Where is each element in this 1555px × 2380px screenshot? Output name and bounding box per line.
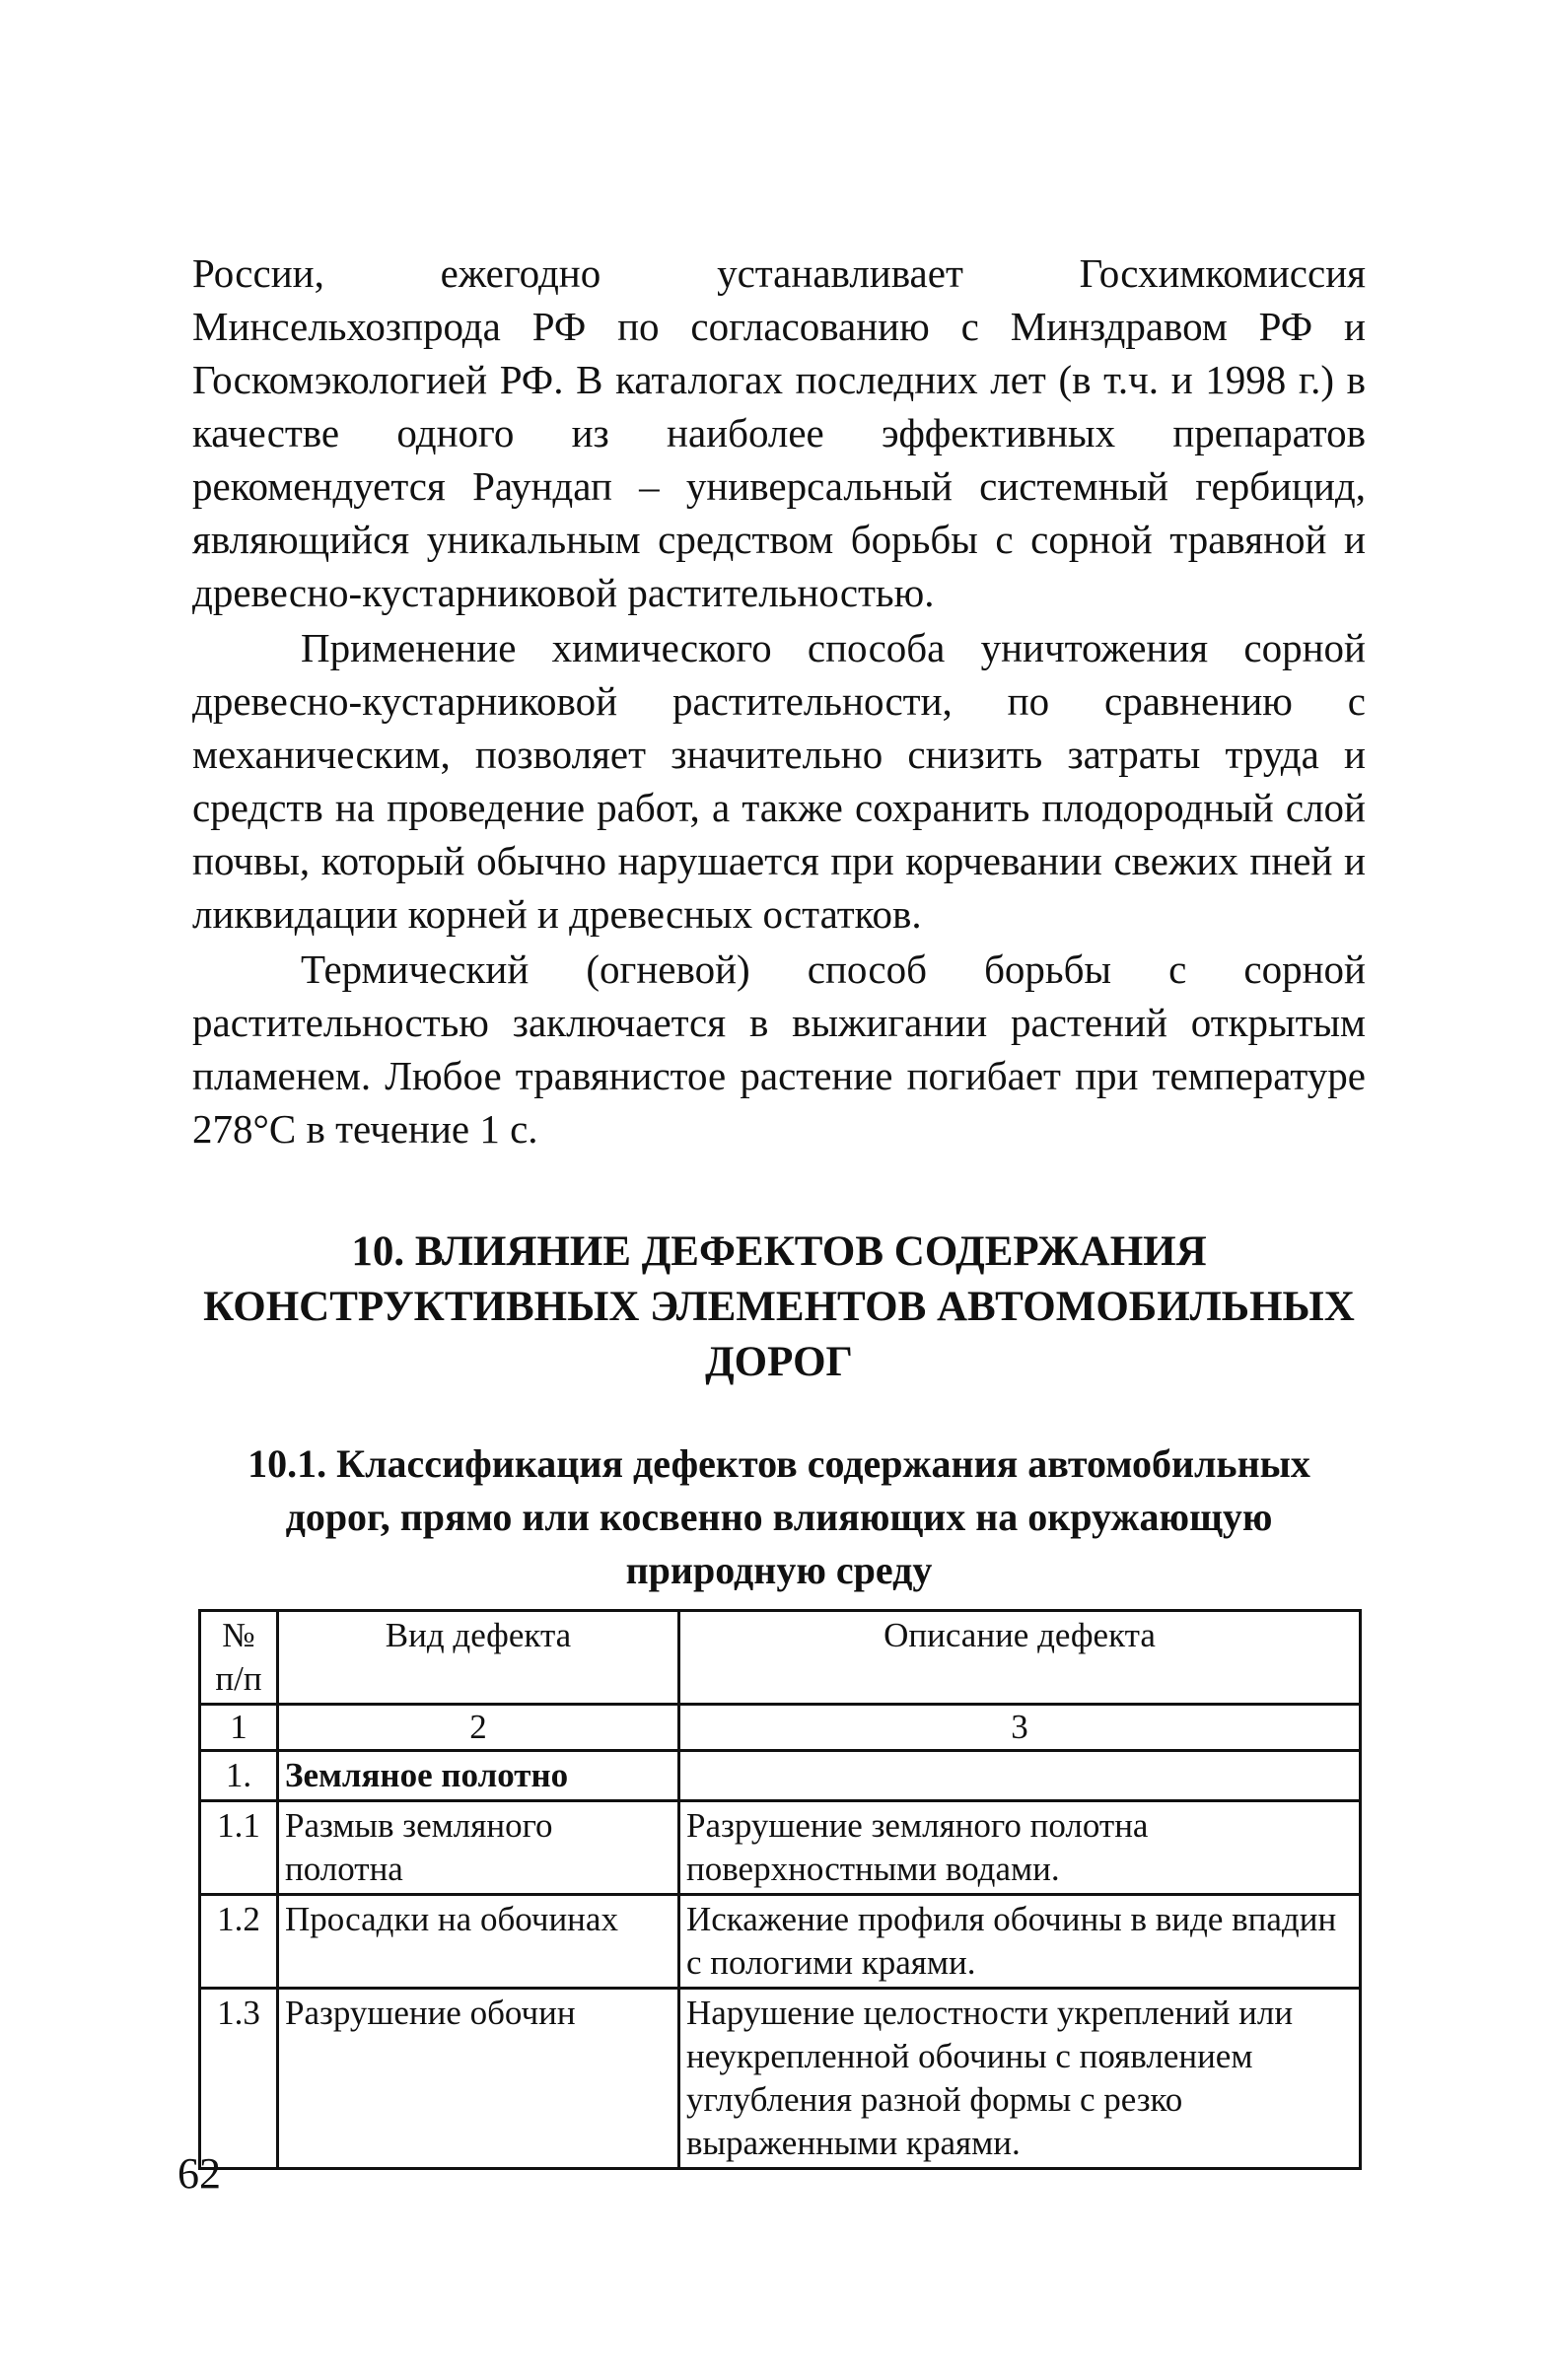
page-number: 62 bbox=[177, 2149, 221, 2198]
row-defect-description bbox=[679, 1751, 1361, 1801]
paragraph-1: России, ежегодно устанавливает Госхимкомиссия Минсельхозпрода РФ по согласованию с Минздравом РФ и Госкомэкологией РФ. В каталогах последних лет (в т.ч. и 1998 г.) в качестве одного из наиболее эффективных препаратов рекомендуется Раундап – универсальный системный гербицид, являющийся уникальным средством борьбы с сорной травяной и древесно-кустарниковой растительностью. bbox=[192, 250, 1366, 615]
index-cell: 2 bbox=[278, 1705, 679, 1751]
row-defect-description: Искажение профиля обочины в виде впадин с пологими краями. bbox=[679, 1895, 1361, 1989]
table-index-row bbox=[200, 1705, 1361, 1751]
defects-table bbox=[198, 1609, 1362, 2170]
table-row bbox=[200, 1895, 1361, 1989]
row-defect-description: Разрушение земляного полотна поверхностными водами. bbox=[679, 1801, 1361, 1895]
header-number: № п/п bbox=[200, 1611, 278, 1705]
chapter-title: 10. ВЛИЯНИЕ ДЕФЕКТОВ СОДЕРЖАНИЯ КОНСТРУКТИВНЫХ ЭЛЕМЕНТОВ АВТОМОБИЛЬНЫХ ДОРОГ bbox=[203, 1228, 1355, 1385]
row-defect-description: Нарушение целостности укреплений или неукрепленной обочины с появлением углубления разной формы с резко выраженными краями. bbox=[679, 1989, 1361, 2169]
subsection-title: 10.1. Классификация дефектов содержания автомобильных дорог, прямо или косвенно влияющих на окружающую природную среду bbox=[247, 1441, 1310, 1592]
table-row bbox=[200, 1751, 1361, 1801]
index-cell: 1 bbox=[200, 1705, 278, 1751]
row-defect-type: Просадки на обочинах bbox=[278, 1895, 679, 1989]
table-row bbox=[200, 1989, 1361, 2169]
row-defect-type: Земляное полотно bbox=[278, 1751, 679, 1801]
row-defect-type: Размыв земляного полотна bbox=[278, 1801, 679, 1895]
row-number: 1. bbox=[200, 1751, 278, 1801]
paragraph-3: Термический (огневой) способ борьбы с сорной растительностью заключается в выжигании растений открытым пламенем. Любое травянистое растение погибает при температуре 278°С в течение 1 с. bbox=[192, 946, 1366, 1152]
table-header-row bbox=[200, 1611, 1361, 1705]
index-cell: 3 bbox=[679, 1705, 1361, 1751]
table-row bbox=[200, 1801, 1361, 1895]
paragraph-2: Применение химического способа уничтожения сорной древесно-кустарниковой растительности, по сравнению с механическим, позволяет значительно снизить затраты труда и средств на проведение работ, а также сохранить плодородный слой почвы, который обычно нарушается при корчевании свежих пней и ликвидации корней и древесных остатков. bbox=[192, 625, 1366, 937]
row-number: 1.2 bbox=[200, 1895, 278, 1989]
header-defect-type: Вид дефекта bbox=[278, 1611, 679, 1705]
row-defect-type: Разрушение обочин bbox=[278, 1989, 679, 2169]
row-number: 1.1 bbox=[200, 1801, 278, 1895]
row-number: 1.3 bbox=[200, 1989, 278, 2169]
page-content bbox=[192, 246, 1366, 2170]
header-defect-description: Описание дефекта bbox=[679, 1611, 1361, 1705]
